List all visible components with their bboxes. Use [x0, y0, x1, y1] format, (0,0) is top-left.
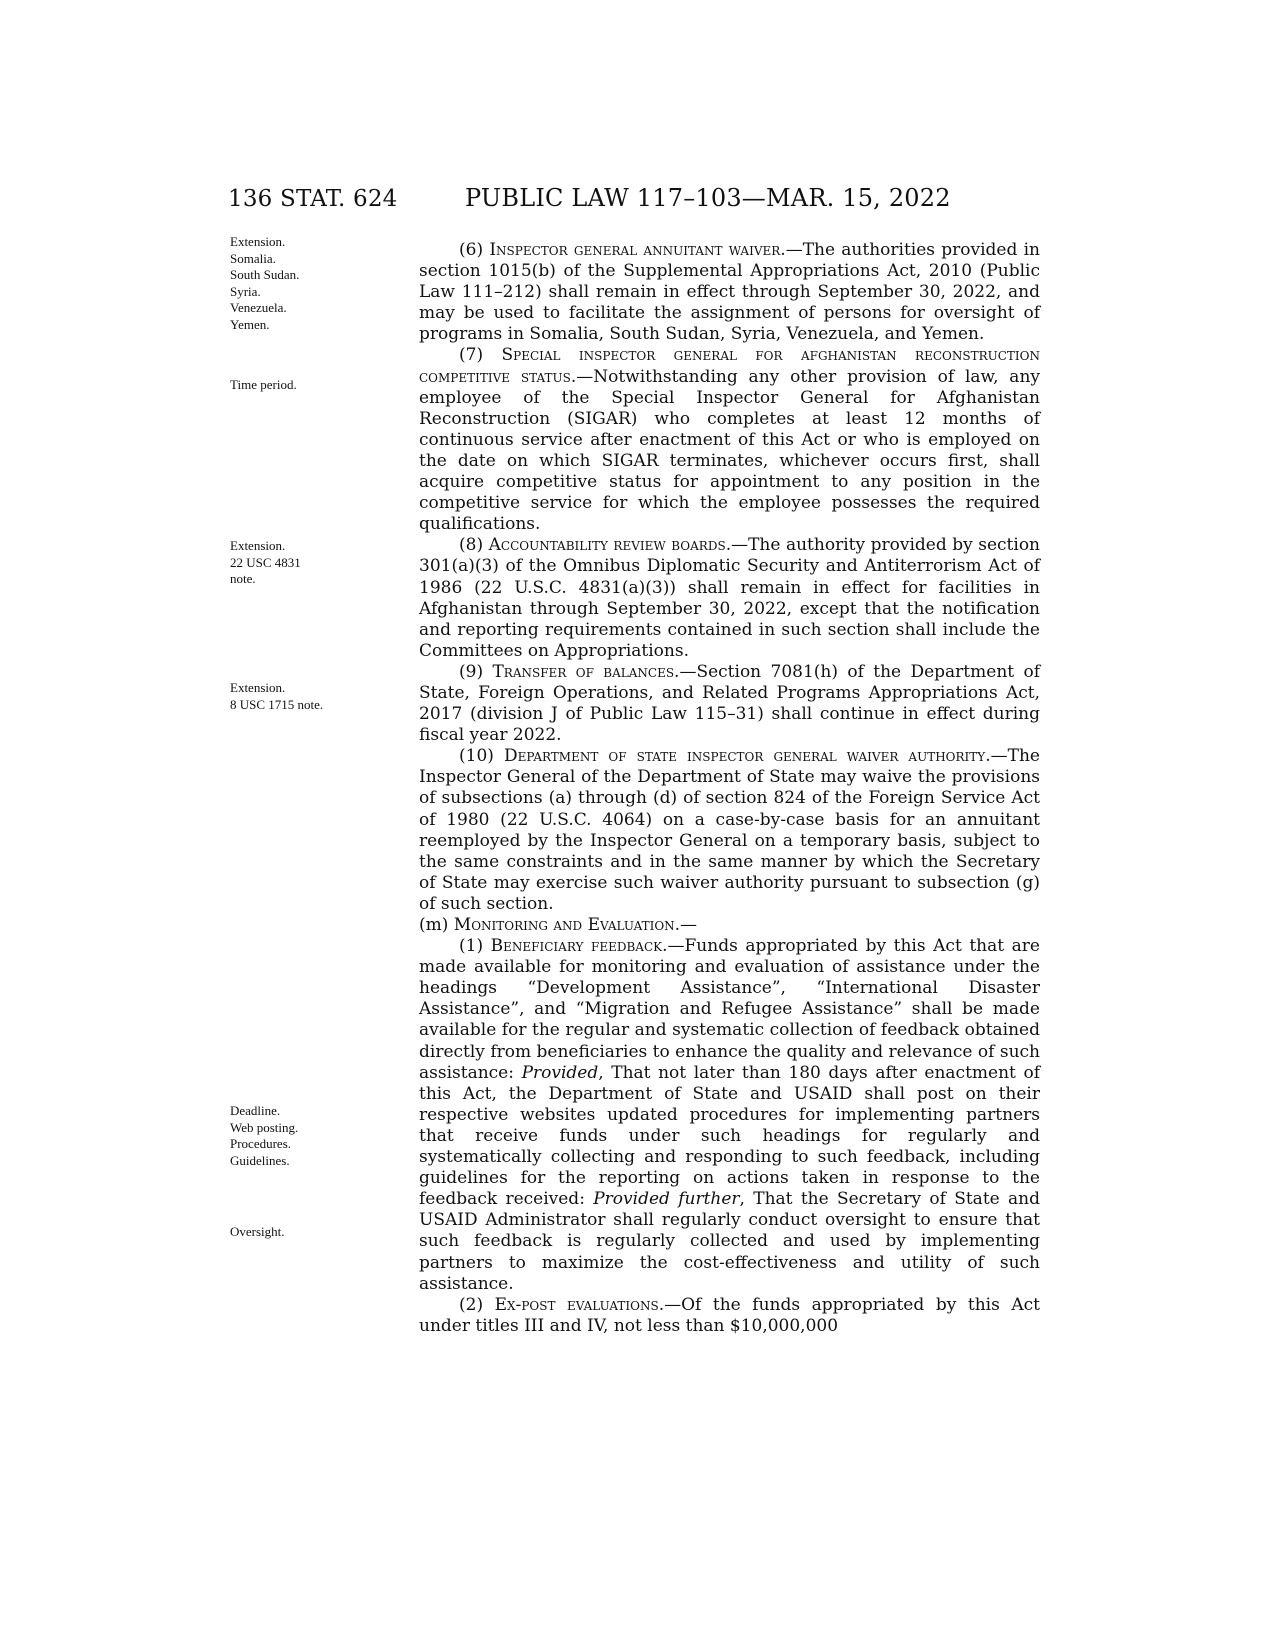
paragraph-9: (9) Transfer of balances.—Section 7081(h) of the Department of State, Foreign Operations, and Related Programs Appropriations Act, 2017 (division J of Public Law 115–31) shall continue in effect during fiscal year 2022.: [419, 661, 1041, 746]
paragraph-8: (8) Accountability review boards.—The authority provided by section 301(a)(3) of the Omnibus Diplomatic Security and Antiterrorism Act of 1986 (22 U.S.C. 4831(a)(3)) shall remain in effect for facilities in Afghanistan through September 30, 2022, except that the notification and reporting requirements contained in such section shall include the Committees on Appropriations.: [419, 535, 1040, 661]
margin-note-line: Guidelines.: [230, 1152, 290, 1168]
margin-note-deadline: [230, 1103, 400, 1169]
margin-note-extension-8usc: [230, 680, 400, 713]
margin-note-extension-countries: [230, 234, 400, 333]
margin-note-line: note.: [230, 571, 256, 586]
paragraph-7: (7) Special inspector general for afghanistan reconstruction competitive status.—Notwithstanding any other provision of law, any employee of the Special Inspector General for Afghanistan Reconstruction (SIGAR) who completes at least 12 months of continuous service after enactment of this Act or who is employed on the date on which SIGAR terminates, whichever occurs first, shall acquire competitive status for appointment to any position in the competitive service for which the employee possesses the required qualifications.: [419, 345, 1040, 535]
margin-note-line: Extension.: [230, 538, 286, 553]
margin-note-line: Procedures.: [230, 1136, 292, 1151]
margin-note-line: 22 USC 4831: [230, 554, 301, 570]
subsection-m: (m) Monitoring and Evaluation.—: [419, 915, 698, 935]
margin-note-line: 8 USC 1715 note.: [230, 696, 324, 712]
paragraph-heading: Ex-post evaluations: [494, 1294, 659, 1315]
margin-note-line: Somalia.: [230, 250, 276, 266]
margin-note-time-period: [230, 377, 400, 394]
margin-note-line: Oversight.: [230, 1224, 285, 1239]
margin-note-line: Extension.: [230, 680, 286, 695]
margin-note-line: Web posting.: [230, 1119, 299, 1135]
document-body: [419, 240, 1040, 1337]
paragraph-heading: Transfer of balances: [492, 661, 675, 682]
margin-note-line: Yemen.: [230, 316, 270, 332]
paragraph-heading: Department of state inspector general waiver authority: [503, 746, 986, 767]
paragraph-heading: Beneficiary feedback: [490, 936, 663, 957]
page-title: PUBLIC LAW 117–103—MAR. 15, 2022: [465, 184, 951, 212]
statute-page-number: 136 STAT. 624: [228, 186, 398, 212]
paragraph-m2: (2) Ex-post evaluations.—Of the funds appropriated by this Act under titles III and IV, not less than $10,000,000: [419, 1294, 1040, 1336]
margin-note-oversight: [230, 1224, 400, 1241]
margin-note-line: Syria.: [230, 283, 261, 299]
paragraph-m1: (1) Beneficiary feedback.—Funds appropriated by this Act that are made available for monitoring and evaluation of assistance under the headings “Development Assistance”, “International Disaster Assistance”, and “Migration and Refugee Assistance” shall be made available for the regular and systematic collection of feedback obtained directly from beneficiaries to enhance the quality and relevance of such assistance: Provided, That not later than 180 days after enactment of this Act, the Department of State and USAID shall post on their respective websites updated procedures for implementing partners that receive funds under such headings for regularly and systematically collecting and responding to such feedback, including guidelines for the reporting on actions taken in response to the feedback received: Provided further, That the Secretary of State and USAID Administrator shall regularly conduct oversight to ensure that such feedback is regularly collected and used by implementing partners to maximize the cost-effectiveness and utility of such assistance.: [419, 936, 1040, 1294]
margin-note-line: Time period.: [230, 377, 297, 392]
paragraph-heading: Accountability review boards: [488, 535, 726, 556]
margin-note-extension-22usc: [230, 538, 400, 588]
paragraph-6: (6) Inspector general annuitant waiver.—The authorities provided in section 1015(b) of the Supplemental Appropriations Act, 2010 (Public Law 111–212) shall remain in effect through September 30, 2022, and may be used to facilitate the assignment of persons for oversight of programs in Somalia, South Sudan, Syria, Venezuela, and Yemen.: [419, 240, 1040, 345]
paragraph-10: (10) Department of state inspector general waiver authority.—The Inspector General of the Department of State may waive the provisions of subsections (a) through (d) of section 824 of the Foreign Service Act of 1980 (22 U.S.C. 4064) on a case-by-case basis for an annuitant reemployed by the Inspector General on a temporary basis, subject to the same constraints and in the same manner by which the Secretary of State may exercise such waiver authority pursuant to subsection (g) of such section.: [419, 746, 1040, 914]
margin-note-line: Deadline.: [230, 1103, 281, 1118]
paragraph-heading: Special inspector general for afghanistan reconstruction competitive status: [419, 345, 1040, 387]
margin-note-line: Extension.: [230, 234, 286, 249]
margin-note-line: Venezuela.: [230, 300, 287, 315]
subsection-heading: Monitoring and Evaluation: [453, 915, 675, 935]
margin-note-line: South Sudan.: [230, 267, 300, 282]
paragraph-heading: Inspector general annuitant waiver: [489, 240, 781, 260]
